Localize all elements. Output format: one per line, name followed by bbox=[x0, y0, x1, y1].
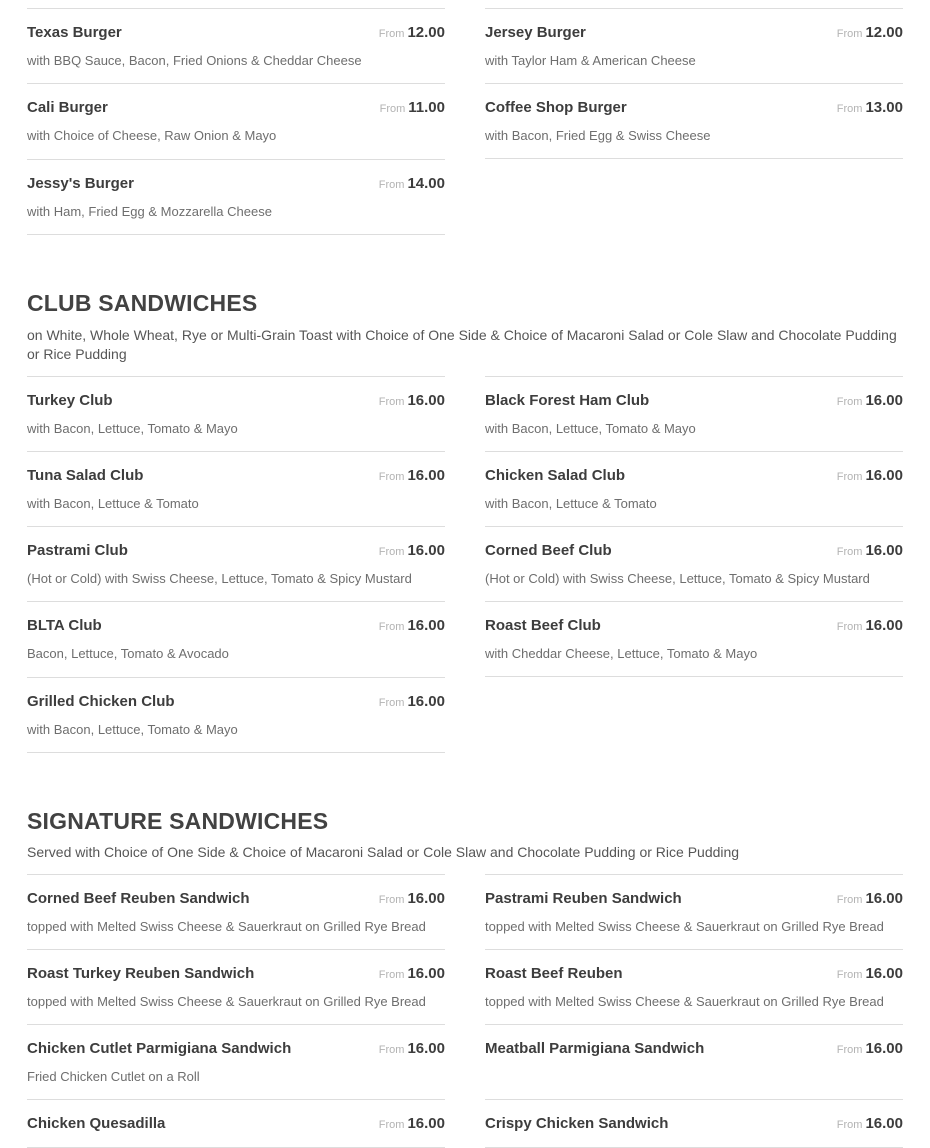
price-from-label: From bbox=[378, 179, 405, 191]
section-heading: CLUB SANDWICHES bbox=[27, 290, 258, 316]
price-value: 16.00 bbox=[407, 965, 445, 983]
price-value: 16.00 bbox=[865, 965, 903, 983]
item-description: with BBQ Sauce, Bacon, Fried Onions & Cheddar Cheese bbox=[27, 53, 362, 68]
price-from-label: From bbox=[378, 470, 405, 483]
menu-item-header bbox=[27, 542, 445, 560]
price-value: 16.00 bbox=[407, 616, 445, 634]
price-from-label: From bbox=[378, 620, 405, 633]
item-price bbox=[379, 24, 445, 42]
item-description: with Bacon, Fried Egg & Swiss Cheese bbox=[485, 128, 711, 143]
menu-item-header bbox=[27, 1115, 445, 1133]
menu-item-header bbox=[27, 24, 445, 42]
menu-item[interactable] bbox=[485, 376, 903, 451]
price-from-label: From bbox=[836, 470, 863, 483]
item-description: topped with Melted Swiss Cheese & Sauerkraut on Grilled Rye Bread bbox=[27, 919, 426, 935]
menu-item[interactable] bbox=[27, 601, 445, 677]
item-description: with Ham, Fried Egg & Mozzarella Cheese bbox=[27, 204, 272, 219]
item-name: Roast Beef Reuben bbox=[485, 965, 623, 983]
item-name: Roast Turkey Reuben Sandwich bbox=[27, 965, 255, 983]
item-description: (Hot or Cold) with Swiss Cheese, Lettuce, Tomato & Spicy Mustard bbox=[27, 570, 412, 586]
section-heading: SIGNATURE SANDWICHES bbox=[27, 807, 329, 834]
item-name: Chicken Quesadilla bbox=[27, 1115, 166, 1133]
item-price bbox=[379, 542, 445, 560]
item-price bbox=[837, 467, 903, 485]
price-from-label: From bbox=[378, 696, 405, 709]
item-name: Tuna Salad Club bbox=[27, 466, 144, 484]
item-name: Jersey Burger bbox=[485, 24, 586, 41]
price-value: 16.00 bbox=[407, 890, 445, 908]
item-price bbox=[837, 24, 903, 42]
menu-item-header bbox=[485, 467, 903, 485]
menu-item-header bbox=[27, 693, 445, 711]
menu-item-header bbox=[485, 99, 903, 117]
item-price bbox=[379, 890, 445, 908]
price-from-label: From bbox=[378, 545, 405, 558]
menu-item-header bbox=[485, 617, 903, 635]
menu-item-header bbox=[485, 1115, 903, 1133]
price-from-label: From bbox=[836, 103, 863, 115]
item-price bbox=[837, 1040, 903, 1058]
price-from-label: From bbox=[378, 395, 405, 408]
item-name: Turkey Club bbox=[27, 391, 113, 409]
price-from-label: From bbox=[836, 28, 863, 40]
price-value: 16.00 bbox=[865, 466, 903, 484]
menu-item-header bbox=[27, 1040, 445, 1058]
menu-item[interactable] bbox=[485, 83, 903, 159]
item-name: Cali Burger bbox=[27, 99, 108, 116]
menu-item[interactable] bbox=[27, 8, 445, 83]
menu-item[interactable] bbox=[27, 451, 445, 526]
price-value: 16.00 bbox=[407, 466, 445, 484]
menu-item-header bbox=[27, 965, 445, 983]
section-description: Served with Choice of One Side & Choice of Macaroni Salad or Cole Slaw and Chocolate Pudding or Rice Pudding bbox=[27, 844, 740, 861]
item-name: Grilled Chicken Club bbox=[27, 692, 175, 710]
item-description: (Hot or Cold) with Swiss Cheese, Lettuce, Tomato & Spicy Mustard bbox=[485, 570, 870, 586]
price-from-label: From bbox=[836, 395, 863, 408]
item-description: with Cheddar Cheese, Lettuce, Tomato & Mayo bbox=[485, 645, 758, 661]
item-name: Corned Beef Reuben Sandwich bbox=[27, 890, 250, 908]
section-items-grid bbox=[27, 376, 903, 753]
item-description: topped with Melted Swiss Cheese & Sauerkraut on Grilled Rye Bread bbox=[27, 994, 426, 1010]
section-items-grid bbox=[27, 8, 903, 235]
item-name: Texas Burger bbox=[27, 24, 122, 41]
menu-item[interactable] bbox=[27, 1099, 445, 1148]
item-description: topped with Melted Swiss Cheese & Sauerkraut on Grilled Rye Bread bbox=[485, 919, 884, 935]
item-name: Pastrami Reuben Sandwich bbox=[485, 890, 682, 908]
price-value: 16.00 bbox=[865, 1115, 903, 1133]
item-price bbox=[380, 99, 445, 117]
price-from-label: From bbox=[378, 894, 405, 907]
item-name: Black Forest Ham Club bbox=[485, 391, 650, 409]
price-value: 16.00 bbox=[865, 541, 903, 559]
menu-item-header bbox=[27, 175, 445, 193]
price-value: 16.00 bbox=[407, 1115, 445, 1133]
menu-item[interactable] bbox=[485, 1099, 903, 1148]
item-price bbox=[837, 965, 903, 983]
price-value: 16.00 bbox=[865, 1040, 903, 1058]
menu-item[interactable] bbox=[27, 677, 445, 753]
section-items-grid bbox=[27, 874, 903, 1148]
price-value: 16.00 bbox=[407, 541, 445, 559]
price-from-label: From bbox=[378, 1119, 405, 1132]
item-price bbox=[379, 965, 445, 983]
price-from-label: From bbox=[378, 1044, 405, 1057]
price-from-label: From bbox=[836, 545, 863, 558]
price-value: 16.00 bbox=[407, 391, 445, 409]
section-club-sandwiches bbox=[27, 290, 903, 753]
menu-item[interactable] bbox=[27, 83, 445, 159]
item-description: Fried Chicken Cutlet on a Roll bbox=[27, 1069, 200, 1085]
item-description: with Bacon, Lettuce, Tomato & Mayo bbox=[27, 420, 238, 436]
menu-item[interactable] bbox=[27, 949, 445, 1024]
menu-item[interactable] bbox=[485, 8, 903, 83]
item-description: with Bacon, Lettuce, Tomato & Mayo bbox=[485, 420, 696, 436]
item-name: Chicken Cutlet Parmigiana Sandwich bbox=[27, 1040, 292, 1058]
section-description: on White, Whole Wheat, Rye or Multi-Grain Toast with Choice of One Side & Choice of Macaroni Salad or Cole Slaw and Chocolate Pudding or Rice Pudding bbox=[27, 326, 897, 362]
item-name: BLTA Club bbox=[27, 616, 102, 634]
price-from-label: From bbox=[379, 103, 406, 115]
price-value: 16.00 bbox=[865, 890, 903, 908]
item-description: with Taylor Ham & American Cheese bbox=[485, 53, 696, 68]
menu-item[interactable] bbox=[485, 601, 903, 677]
menu-item-header bbox=[485, 392, 903, 410]
menu-item-header bbox=[27, 392, 445, 410]
menu-item-header bbox=[485, 1040, 903, 1058]
menu-item[interactable] bbox=[27, 526, 445, 601]
menu-item-header bbox=[485, 24, 903, 42]
price-from-label: From bbox=[836, 894, 863, 907]
menu-item-header bbox=[485, 542, 903, 560]
section-burgers bbox=[27, 8, 903, 235]
item-price bbox=[379, 1040, 445, 1058]
menu-item-header bbox=[27, 890, 445, 908]
menu-item-header bbox=[27, 467, 445, 485]
price-value: 16.00 bbox=[407, 692, 445, 710]
item-name: Crispy Chicken Sandwich bbox=[485, 1115, 669, 1133]
item-description: with Bacon, Lettuce, Tomato & Mayo bbox=[27, 721, 238, 737]
price-from-label: From bbox=[378, 28, 405, 40]
price-value: 12.00 bbox=[865, 24, 903, 41]
item-description: with Bacon, Lettuce & Tomato bbox=[27, 495, 199, 511]
item-price bbox=[379, 693, 445, 711]
item-price bbox=[837, 99, 903, 117]
menu-item[interactable] bbox=[27, 376, 445, 451]
price-value: 14.00 bbox=[407, 175, 445, 192]
menu-item-header bbox=[27, 617, 445, 635]
item-price bbox=[837, 392, 903, 410]
price-value: 13.00 bbox=[865, 99, 903, 116]
item-price bbox=[837, 617, 903, 635]
item-name: Chicken Salad Club bbox=[485, 466, 626, 484]
price-value: 12.00 bbox=[407, 24, 445, 41]
item-price bbox=[837, 1115, 903, 1133]
item-price bbox=[379, 617, 445, 635]
item-description: with Bacon, Lettuce & Tomato bbox=[485, 495, 657, 511]
price-from-label: From bbox=[836, 969, 863, 982]
section-signature-sandwiches bbox=[27, 808, 903, 1148]
item-description: Bacon, Lettuce, Tomato & Avocado bbox=[27, 645, 229, 661]
price-from-label: From bbox=[378, 969, 405, 982]
price-from-label: From bbox=[836, 1044, 863, 1057]
menu-item[interactable] bbox=[485, 874, 903, 949]
menu-item[interactable] bbox=[485, 949, 903, 1024]
price-from-label: From bbox=[836, 620, 863, 633]
item-name: Coffee Shop Burger bbox=[485, 99, 627, 116]
menu-item-header bbox=[485, 965, 903, 983]
price-value: 16.00 bbox=[865, 616, 903, 634]
price-value: 16.00 bbox=[865, 391, 903, 409]
menu-item[interactable] bbox=[27, 874, 445, 949]
menu-item[interactable] bbox=[485, 526, 903, 601]
item-price bbox=[379, 467, 445, 485]
item-price bbox=[837, 542, 903, 560]
item-name: Roast Beef Club bbox=[485, 616, 601, 634]
menu-item-header bbox=[27, 99, 445, 117]
item-price bbox=[379, 175, 445, 193]
item-description: with Choice of Cheese, Raw Onion & Mayo bbox=[27, 128, 277, 143]
item-price bbox=[379, 392, 445, 410]
price-value: 16.00 bbox=[407, 1040, 445, 1058]
price-from-label: From bbox=[836, 1119, 863, 1132]
item-description: topped with Melted Swiss Cheese & Sauerkraut on Grilled Rye Bread bbox=[485, 994, 884, 1010]
item-price bbox=[379, 1115, 445, 1133]
menu-item[interactable] bbox=[27, 159, 445, 235]
menu-item[interactable] bbox=[485, 1024, 903, 1099]
item-name: Meatball Parmigiana Sandwich bbox=[485, 1040, 705, 1058]
item-price bbox=[837, 890, 903, 908]
item-name: Corned Beef Club bbox=[485, 541, 612, 559]
item-name: Pastrami Club bbox=[27, 541, 128, 559]
item-name: Jessy's Burger bbox=[27, 175, 134, 192]
price-value: 11.00 bbox=[408, 99, 445, 116]
menu-item-header bbox=[485, 890, 903, 908]
menu-item[interactable] bbox=[485, 451, 903, 526]
menu-item[interactable] bbox=[27, 1024, 445, 1099]
